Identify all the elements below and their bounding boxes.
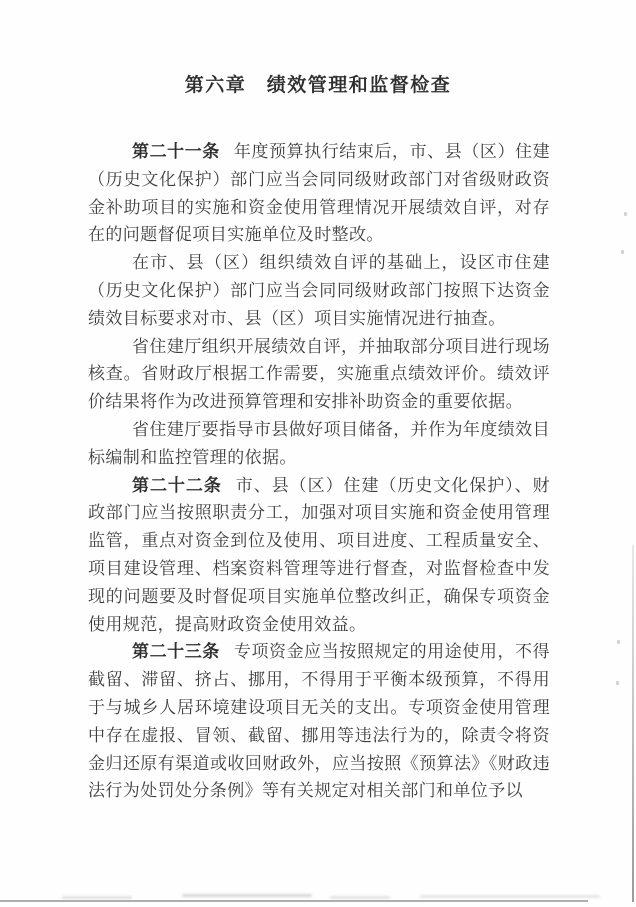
scan-artifact <box>616 681 619 685</box>
scan-edge-bottom <box>0 900 588 902</box>
paragraph-article-23 <box>88 638 550 805</box>
paragraph-text: 在市、县（区）组织绩效自评的基础上，设区市住建（历史文化保护）部门应当会同同级财政部门按照下达资金绩效目标要求对市、县（区）项目实施情况进行抽查。 <box>88 253 550 328</box>
paragraph-article-21 <box>88 138 550 249</box>
paragraph-text: 年度预算执行结束后，市、县（区）住建（历史文化保护）部门应当会同同级财政部门对省级财政资金补助项目的实施和资金使用管理情况开展绩效自评，对存在的问题督促项目实施单位及时整改。 <box>88 142 551 245</box>
scan-edge-right <box>632 545 634 902</box>
scan-artifact <box>621 250 624 254</box>
article-23-number: 第二十三条 <box>132 642 220 662</box>
scan-artifact <box>624 212 627 216</box>
paragraph-text: 省住建厅组织开展绩效自评，并抽取部分项目进行现场核查。省财政厅根据工作需要，实施重点绩效评价。绩效评价结果将作为改进预算管理和安排补助资金的重要依据。 <box>88 336 550 412</box>
scan-artifact <box>62 896 132 899</box>
paragraph-text: 省住建厅要指导市县做好项目储备，并作为年度绩效目标编制和监控管理的依据。 <box>88 419 550 467</box>
scan-artifact <box>420 895 600 898</box>
paragraph-project-reserve <box>88 416 550 472</box>
paragraph-provincial-review <box>88 333 550 416</box>
paragraph-text: 专项资金应当按照规定的用途使用，不得截留、滞留、挤占、挪用，不得用于平衡本级预算，不得用于与城乡人居环境建设项目无关的支出。专项资金使用管理中存在虚报、冒领、截留、挪用等违法行为的，除责令将资金归还原有渠道或收回财政外，应当按照《预算法》《财政违法行为处罚处分条例》等有关规定对相关部门和单位予以 <box>88 642 551 801</box>
scan-artifact <box>182 894 312 897</box>
article-21-number: 第二十一条 <box>132 142 220 161</box>
scan-artifact <box>617 640 620 644</box>
document-body <box>0 138 636 805</box>
chapter-title: 第六章 绩效管理和监督检查 <box>184 75 452 96</box>
paragraph-self-assessment <box>88 249 550 332</box>
paragraph-article-22 <box>88 472 550 639</box>
scan-artifact <box>330 896 390 899</box>
paragraph-text: 市、县（区）住建（历史文化保护）、财政部门应当按照职责分工，加强对项目实施和资金使用管理监管，重点对资金到位及使用、项目进度、工程质量安全、项目建设管理、档案资料管理等进行督查，对监督检查中发现的问题要及时督促项目实施单位整改纠正，确保专项资金使用规范，提高财政资金使用效益。 <box>88 475 550 634</box>
article-22-number: 第二十二条 <box>132 475 222 495</box>
